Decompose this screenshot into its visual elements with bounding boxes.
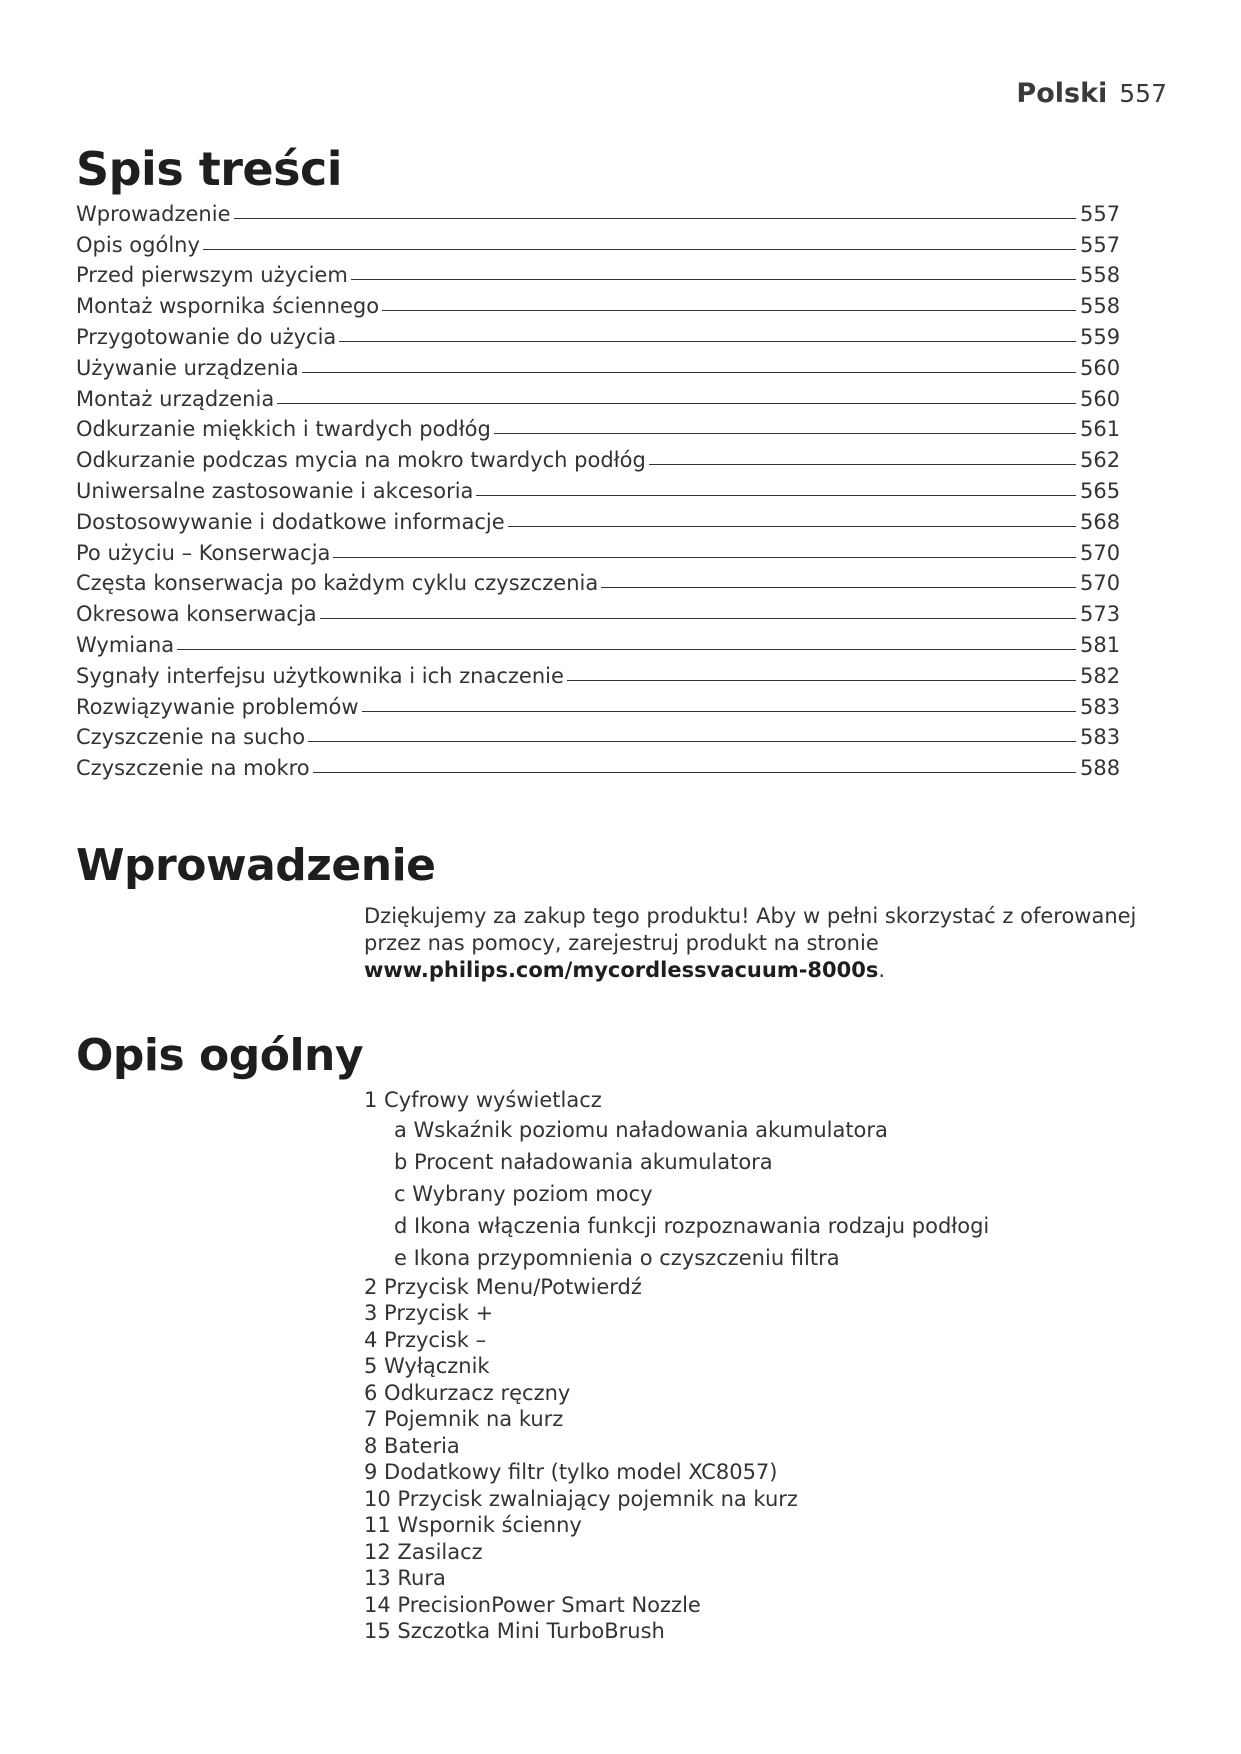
toc-entry-title: Montaż urządzenia [76, 386, 275, 411]
language-label: Polski [1016, 78, 1108, 109]
parts-subitem: b Procent naładowania akumulatora [394, 1149, 773, 1174]
toc-entry[interactable] [76, 380, 1126, 411]
toc-entry[interactable] [76, 411, 1126, 442]
parts-item: 5 Wyłącznik [364, 1354, 490, 1378]
toc-leader-line [320, 618, 1076, 619]
parts-item: 13 Rura [364, 1566, 446, 1590]
toc-entry-page: 583 [1080, 725, 1121, 750]
toc-leader-line [649, 464, 1076, 465]
toc-leader-line [277, 403, 1076, 404]
toc-entry-title: Po użyciu – Konserwacja [76, 540, 331, 565]
toc-entry[interactable] [76, 657, 1126, 688]
parts-item: 14 PrecisionPower Smart Nozzle [364, 1592, 701, 1617]
parts-item: 10 Przycisk zwalniający pojemnik na kurz [364, 1486, 798, 1511]
parts-item: 12 Zasilacz [364, 1539, 483, 1564]
toc-leader-line [494, 433, 1076, 434]
parts-subitem: c Wybrany poziom mocy [394, 1181, 653, 1206]
parts-item: 8 Bateria [364, 1433, 460, 1458]
toc-entry-page: 583 [1080, 694, 1121, 719]
toc-leader-line [177, 649, 1076, 650]
description-title: Opis ogólny [76, 1030, 364, 1081]
toc-entry-page: 581 [1080, 632, 1121, 657]
toc-entry-title: Używanie urządzenia [76, 355, 299, 380]
toc-entry-page: 559 [1080, 324, 1121, 349]
toc-entry[interactable] [76, 287, 1126, 318]
toc-entry-page: 557 [1080, 232, 1121, 257]
toc-entry-title: Okresowa konserwacja [76, 602, 317, 627]
toc-entry[interactable] [76, 472, 1126, 503]
toc-leader-line [601, 587, 1076, 588]
toc-entry-page: 558 [1080, 263, 1121, 288]
parts-list [364, 1087, 1184, 1645]
toc-entry-page: 570 [1080, 571, 1121, 596]
toc-entry[interactable] [76, 749, 1126, 780]
toc-entry-title: Przed pierwszym użyciem [76, 263, 348, 288]
toc-leader-line [382, 310, 1076, 311]
toc-entry-title: Przygotowanie do użycia [76, 324, 337, 349]
parts-item: 6 Odkurzacz ręczny [364, 1380, 571, 1405]
parts-item: 2 Przycisk Menu/Potwierdź [364, 1274, 642, 1299]
parts-item: 7 Pojemnik na kurz [364, 1407, 564, 1431]
toc-entry-page: 561 [1080, 417, 1121, 442]
toc-entry-page: 582 [1080, 663, 1121, 688]
parts-subitem: d Ikona włączenia funkcji rozpoznawania rodzaju podłogi [394, 1213, 990, 1238]
page-number: 557 [1119, 79, 1167, 108]
toc-entry-page: 570 [1080, 540, 1121, 565]
toc-entry-page: 558 [1080, 294, 1121, 319]
toc-entry-title: Sygnały interfejsu użytkownika i ich znaczenie [76, 663, 564, 688]
parts-subitem: a Wskaźnik poziomu naładowania akumulatora [394, 1117, 888, 1142]
toc-entry-page: 562 [1080, 448, 1121, 473]
toc-leader-line [203, 249, 1076, 250]
toc-entry-page: 568 [1080, 509, 1121, 534]
toc-leader-line [362, 711, 1076, 712]
toc-entry-title: Odkurzanie miękkich i twardych podłóg [76, 417, 491, 442]
toc-leader-line [508, 526, 1076, 527]
toc-entry[interactable] [76, 441, 1126, 472]
toc-entry[interactable] [76, 626, 1126, 657]
toc-leader-line [476, 495, 1076, 496]
intro-url-period: . [878, 958, 886, 982]
toc-entry-title: Uniwersalne zastosowanie i akcesoria [76, 478, 474, 503]
parts-item: 4 Przycisk – [364, 1327, 487, 1352]
toc-leader-line [234, 218, 1077, 219]
toc-entry-page: 557 [1080, 201, 1121, 226]
toc-entry[interactable] [76, 226, 1126, 257]
parts-subitem: e Ikona przypomnienia o czyszczeniu filtra [394, 1245, 840, 1270]
toc-entry-title: Opis ogólny [76, 232, 200, 257]
toc-entry[interactable] [76, 534, 1126, 565]
toc-entry-title: Odkurzanie podczas mycia na mokro twardych podłóg [76, 448, 646, 473]
toc-leader-line [302, 372, 1076, 373]
toc-entry[interactable] [76, 318, 1126, 349]
parts-item: 3 Przycisk + [364, 1301, 494, 1325]
toc-entry-title: Dostosowywanie i dodatkowe informacje [76, 509, 505, 534]
page-header [1016, 78, 1167, 109]
toc-leader-line [339, 341, 1076, 342]
toc-leader-line [313, 772, 1076, 773]
toc-entry-page: 573 [1080, 602, 1121, 627]
toc-leader-line [333, 557, 1076, 558]
toc-leader-line [351, 279, 1076, 280]
toc-entry-page: 565 [1080, 478, 1121, 503]
toc-entry[interactable] [76, 195, 1126, 226]
parts-item: 11 Wspornik ścienny [364, 1513, 582, 1537]
toc-entry[interactable] [76, 257, 1126, 288]
toc-entry-title: Wymiana [76, 632, 175, 657]
intro-paragraph [364, 903, 1164, 984]
toc-entry[interactable] [76, 349, 1126, 380]
toc-entry[interactable] [76, 719, 1126, 750]
table-of-contents [76, 195, 1126, 780]
toc-entry-title: Czyszczenie na sucho [76, 725, 306, 750]
toc-entry[interactable] [76, 503, 1126, 534]
toc-entry-title: Wprowadzenie [76, 201, 231, 226]
parts-item: 1 Cyfrowy wyświetlacz [364, 1088, 602, 1112]
parts-item: 15 Szczotka Mini TurboBrush [364, 1619, 665, 1643]
intro-url: www.philips.com/mycordlessvacuum-8000s [364, 958, 879, 982]
toc-entry-page: 588 [1080, 756, 1121, 781]
intro-title: Wprowadzenie [76, 840, 436, 891]
toc-leader-line [308, 741, 1076, 742]
toc-leader-line [567, 680, 1076, 681]
toc-entry[interactable] [76, 688, 1126, 719]
intro-text: Dziękujemy za zakup tego produktu! Aby w pełni skorzystać z oferowanej przez nas pomocy, zarejestruj produkt na stronie [364, 904, 1137, 955]
toc-entry-title: Częsta konserwacja po każdym cyklu czyszczenia [76, 571, 599, 596]
toc-entry-page: 560 [1080, 355, 1121, 380]
toc-title: Spis treści [76, 142, 343, 196]
parts-item: 9 Dodatkowy filtr (tylko model XC8057) [364, 1460, 778, 1484]
toc-entry-title: Czyszczenie na mokro [76, 756, 310, 781]
toc-entry-title: Rozwiązywanie problemów [76, 694, 359, 719]
toc-entry[interactable] [76, 595, 1126, 626]
toc-entry[interactable] [76, 565, 1126, 596]
toc-entry-title: Montaż wspornika ściennego [76, 294, 380, 319]
toc-entry-page: 560 [1080, 386, 1121, 411]
